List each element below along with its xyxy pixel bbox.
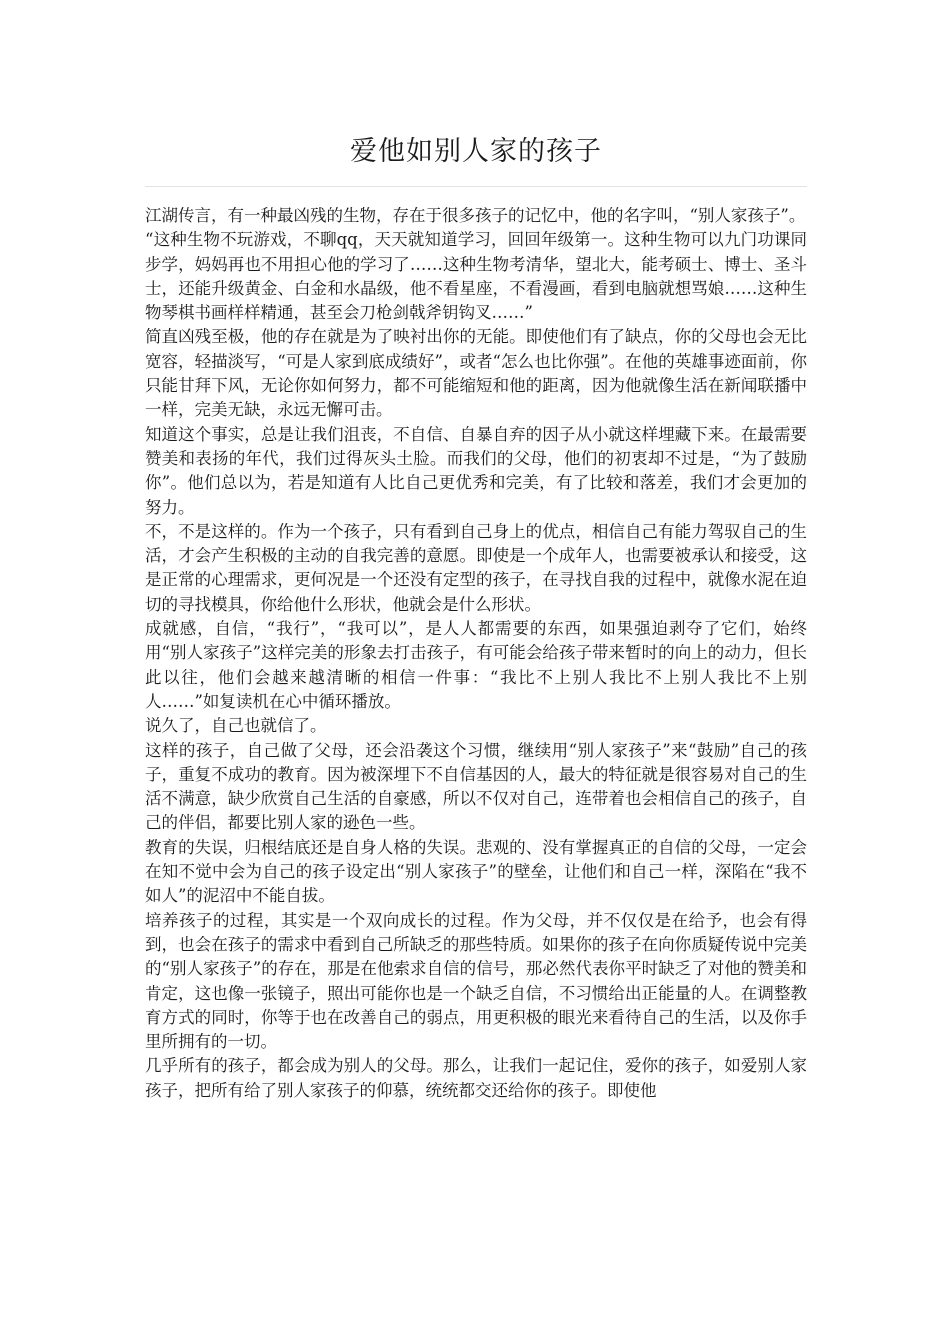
document-page	[145, 0, 807, 1103]
paragraph: 不，不是这样的。作为一个孩子，只有看到自己身上的优点，相信自己有能力驾驭自己的生活，才会产生积极的主动的自我完善的意愿。即使是一个成年人，也需要被承认和接受，这是正常的心理需求，更何况是一个还没有定型的孩子，在寻找自我的过程中，就像水泥在迫切的寻找模具，你给他什么形状，他就会是什么形状。	[145, 521, 807, 614]
paragraph: 成就感，自信，“我行”，“我可以”，是人人都需要的东西，如果强迫剥夺了它们，始终用“别人家孩子”这样完美的形象去打击孩子，有可能会给孩子带来暂时的向上的动力，但长此以往，他们会越来越清晰的相信一件事：“我比不上别人我比不上别人我比不上别人……”如复读机在心中循环播放。	[145, 619, 807, 711]
paragraph: 教育的失误，归根结底还是自身人格的失误。悲观的、没有掌握真正的自信的父母，一定会在知不觉中会为自己的孩子设定出“别人家孩子”的壁垒，让他们和自己一样，深陷在“我不如人”的泥沼中不能自拔。	[145, 837, 807, 906]
document-title: 爱他如别人家的孩子	[350, 136, 602, 167]
paragraph: “这种生物不玩游戏，不聊qq，天天就知道学习，回回年级第一。这种生物可以九门功课同步学，妈妈再也不用担心他的学习了……这种生物考清华，望北大，能考硕士、博士、圣斗士，还能升级黄金、白金和水晶级，他不看星座，不看漫画，看到电脑就想骂娘……这种生物琴棋书画样样精通，甚至会刀枪剑戟斧钥钩叉……”	[145, 230, 807, 323]
article-body	[145, 204, 807, 1103]
paragraph: 培养孩子的过程，其实是一个双向成长的过程。作为父母，并不仅仅是在给予，也会有得到，也会在孩子的需求中看到自己所缺乏的那些特质。如果你的孩子在向你质疑传说中完美的“别人家孩子”的存在，那是在他索求自信的信号，那必然代表你平时缺乏了对他的赞美和肯定，这也像一张镜子，照出可能你也是一个缺乏自信，不习惯给出正能量的人。在调整教育方式的同时，你等于也在改善自己的弱点，用更积极的眼光来看待自己的生活，以及你手里所拥有的一切。	[145, 910, 807, 1052]
paragraph: 几乎所有的孩子，都会成为别人的父母。那么，让我们一起记住，爱你的孩子，如爱别人家孩子，把所有给了别人家孩子的仰慕，统统都交还给你的孩子。即使他	[145, 1056, 807, 1100]
title-divider	[145, 186, 807, 187]
paragraph: 简直凶残至极，他的存在就是为了映衬出你的无能。即使他们有了缺点，你的父母也会无比宽容，轻描淡写，“可是人家到底成绩好”，或者“怎么也比你强”。在他的英雄事迹面前，你只能甘拜下风，无论你如何努力，都不可能缩短和他的距离，因为他就像生活在新闻联播中一样，完美无缺，永远无懈可击。	[145, 327, 807, 420]
paragraph: 江湖传言，有一种最凶残的生物，存在于很多孩子的记忆中，他的名字叫，“别人家孩子”。	[145, 206, 806, 225]
paragraph: 说久了，自己也就信了。	[145, 716, 327, 736]
paragraph: 知道这个事实，总是让我们沮丧，不自信、自暴自弃的因子从小就这样埋藏下来。在最需要赞美和表扬的年代，我们过得灰头土脸。而我们的父母，他们的初衷却不过是，“为了鼓励你”。他们总以为，若是知道有人比自己更优秀和完美，有了比较和落差，我们才会更加的努力。	[145, 424, 807, 517]
paragraph: 这样的孩子，自己做了父母，还会沿袭这个习惯，继续用“别人家孩子”来“鼓励”自己的孩子，重复不成功的教育。因为被深埋下不自信基因的人，最大的特征就是很容易对自己的生活不满意，缺少欣赏自己生活的自豪感，所以不仅对自己，连带着也会相信自己的孩子，自己的伴侣，都要比别人家的逊色一些。	[145, 740, 807, 833]
